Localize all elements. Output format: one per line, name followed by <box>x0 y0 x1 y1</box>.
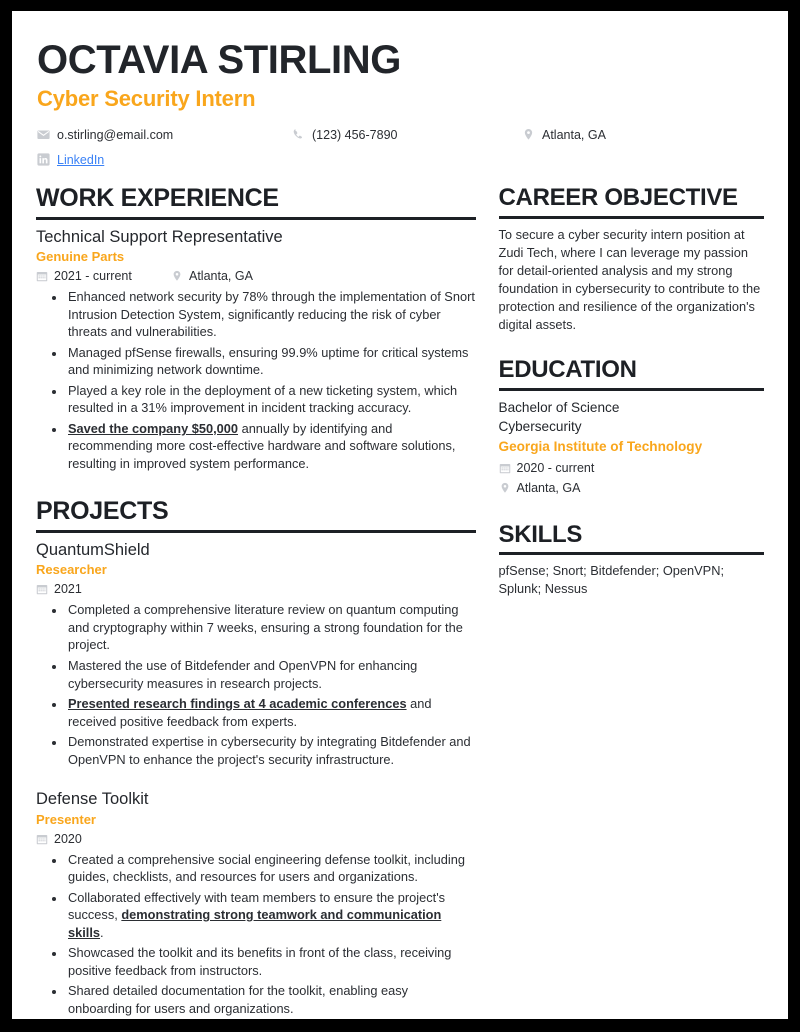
contact-details <box>37 124 764 170</box>
bullet-text: . <box>100 924 104 940</box>
resume-body <box>36 184 764 1019</box>
project-entry-date-text: 2021 <box>54 582 82 597</box>
bullet-text: Mastered the use of Bitdefender and OpenVPN for enhancing cybersecurity measures in research projects. <box>68 657 418 691</box>
section-divider <box>499 216 765 219</box>
bullet-text: Managed pfSense firewalls, ensuring 99.9% uptime for critical systems and minimizing network downtime. <box>68 344 469 378</box>
contact-phone-text: (123) 456-7890 <box>312 127 398 142</box>
spacer <box>499 334 765 356</box>
bullet-text: Created a comprehensive social engineering defense toolkit, including guides, checklists, and resources for users and organizations. <box>68 851 465 885</box>
envelope-icon <box>37 128 50 141</box>
bullet-text: Collaborated effectively with team members to ensure the project's success, <box>68 889 446 923</box>
bullet-text: and received positive feedback from experts. <box>68 696 432 729</box>
contact-location <box>522 128 752 142</box>
contact-email[interactable] <box>37 128 292 142</box>
section-career-objective <box>499 184 765 334</box>
section-heading-skills: SKILLS <box>498 520 583 548</box>
location-pin-icon <box>522 128 535 141</box>
skills-list: pfSense; Snort; Bitdefender; OpenVPN; Splunk; Nessus <box>498 562 725 597</box>
bullet-text: Demonstrated expertise in cybersecurity by integrating Bitdefender and OpenVPN to enhance the project's security infrastructure. <box>68 734 471 767</box>
contact-row-secondary <box>37 149 764 170</box>
bullet-text: Shared detailed documentation for the toolkit, enabling easy onboarding for users and organizations. <box>68 983 409 1016</box>
project-entry <box>36 789 476 1017</box>
contact-row-primary <box>37 124 764 145</box>
contact-phone[interactable] <box>292 128 522 142</box>
education-meta <box>499 459 765 497</box>
work-entry-date <box>36 269 171 283</box>
work-entry <box>36 227 476 473</box>
list-item <box>66 733 476 768</box>
project-entry-date <box>36 832 171 846</box>
work-entry-date-text: 2021 - current <box>54 269 132 284</box>
contact-email-text: o.stirling@email.com <box>57 127 174 142</box>
section-divider <box>499 388 765 391</box>
bullet-text: Played a key role in the deployment of a new ticketing system, which resulted in a 31% improvement in incident tracking accuracy. <box>68 382 458 416</box>
resume-header <box>36 39 764 170</box>
education-date-item <box>499 461 595 475</box>
section-divider <box>499 552 765 555</box>
list-item <box>66 344 476 379</box>
work-entry-location-text: Atlanta, GA <box>189 269 253 284</box>
section-heading-projects: PROJECTS <box>36 497 169 526</box>
education-date <box>499 459 765 477</box>
work-entry-title: Technical Support Representative <box>36 227 283 246</box>
linkedin-icon <box>37 153 50 166</box>
phone-icon <box>292 128 305 141</box>
project-entry-date <box>36 582 171 596</box>
project-entry-title: QuantumShield <box>36 540 150 559</box>
section-projects <box>36 497 476 1017</box>
section-heading-career-objective: CAREER OBJECTIVE <box>498 184 738 212</box>
project-entry-meta <box>36 580 476 598</box>
section-divider <box>36 217 476 220</box>
list-item <box>66 601 476 654</box>
calendar-icon <box>36 833 48 845</box>
education-school: Georgia Institute of Technology <box>498 439 703 455</box>
work-entry-meta <box>36 267 476 285</box>
section-education <box>499 356 765 496</box>
spacer <box>36 771 476 789</box>
resume-document <box>12 11 788 1019</box>
right-column <box>496 184 765 1019</box>
work-entry-location <box>171 269 253 283</box>
list-item <box>66 288 476 341</box>
list-item <box>66 695 476 730</box>
project-entry-bullets <box>36 601 476 768</box>
list-item <box>66 889 476 942</box>
list-item <box>66 657 476 692</box>
bullet-text: annually by identifying and recommending more cost-effective hardware and software solutions, resulting in improved system performance. <box>68 420 456 471</box>
list-item <box>66 420 476 473</box>
bullet-emphasis: demonstrating strong teamwork and communication skills <box>68 907 442 940</box>
list-item <box>66 944 476 979</box>
project-entry-bullets <box>36 851 476 1018</box>
spacer <box>499 499 765 521</box>
location-pin-icon <box>171 270 183 282</box>
work-entry-bullets <box>36 288 476 472</box>
bullet-text: Enhanced network security by 78% through the implementation of Snort Intrusion Detection System, significantly reducing the risk of cyber threats and vulnerabilities. <box>68 289 475 340</box>
bullet-emphasis: Presented research findings at 4 academic conferences <box>68 696 407 712</box>
education-location-item <box>499 481 581 495</box>
contact-linkedin-link[interactable]: LinkedIn <box>57 152 105 167</box>
candidate-job-title: Cyber Security Intern <box>37 86 256 112</box>
project-entry-date-text: 2020 <box>54 831 82 846</box>
project-entry <box>36 540 476 768</box>
location-pin-icon <box>499 482 511 494</box>
work-entry-company: Genuine Parts <box>36 249 125 265</box>
education-location <box>499 479 765 497</box>
calendar-icon <box>36 270 48 282</box>
bullet-text: Showcased the toolkit and its benefits in front of the class, receiving positive feedback from instructors. <box>68 945 452 978</box>
list-item <box>66 982 476 1017</box>
education-location-text: Atlanta, GA <box>516 480 581 495</box>
project-entry-title: Defense Toolkit <box>36 790 149 809</box>
list-item <box>66 851 476 886</box>
calendar-icon <box>499 462 511 474</box>
section-heading-work-experience: WORK EXPERIENCE <box>36 184 279 213</box>
project-entry-meta <box>36 830 476 848</box>
bullet-emphasis: Saved the company $50,000 <box>68 420 239 436</box>
list-item <box>66 382 476 417</box>
project-entry-role: Researcher <box>36 562 107 578</box>
section-divider <box>36 530 476 533</box>
project-entry-role: Presenter <box>36 811 96 827</box>
left-column <box>36 184 496 1019</box>
contact-linkedin[interactable] <box>37 153 104 167</box>
spacer <box>36 475 476 497</box>
education-degree: Bachelor of Science <box>498 399 620 415</box>
education-field: Cybersecurity <box>498 419 582 435</box>
section-skills <box>499 521 765 599</box>
calendar-icon <box>36 583 48 595</box>
education-date-text: 2020 - current <box>516 460 595 475</box>
candidate-name: OCTAVIA STIRLING <box>37 38 401 82</box>
bullet-text: Completed a comprehensive literature review on quantum computing and cryptography within 7 weeks, ensuring a strong foundation for the project. <box>68 602 463 653</box>
section-work-experience <box>36 184 476 472</box>
contact-location-text: Atlanta, GA <box>542 127 606 142</box>
section-heading-education: EDUCATION <box>498 356 637 384</box>
career-objective-text: To secure a cyber security intern position at Zudi Tech, where I can leverage my passion for detail-oriented analysis and my strong foundation in cybersecurity to contribute to the protection and resilience of the organization's digital assets. <box>498 226 761 333</box>
